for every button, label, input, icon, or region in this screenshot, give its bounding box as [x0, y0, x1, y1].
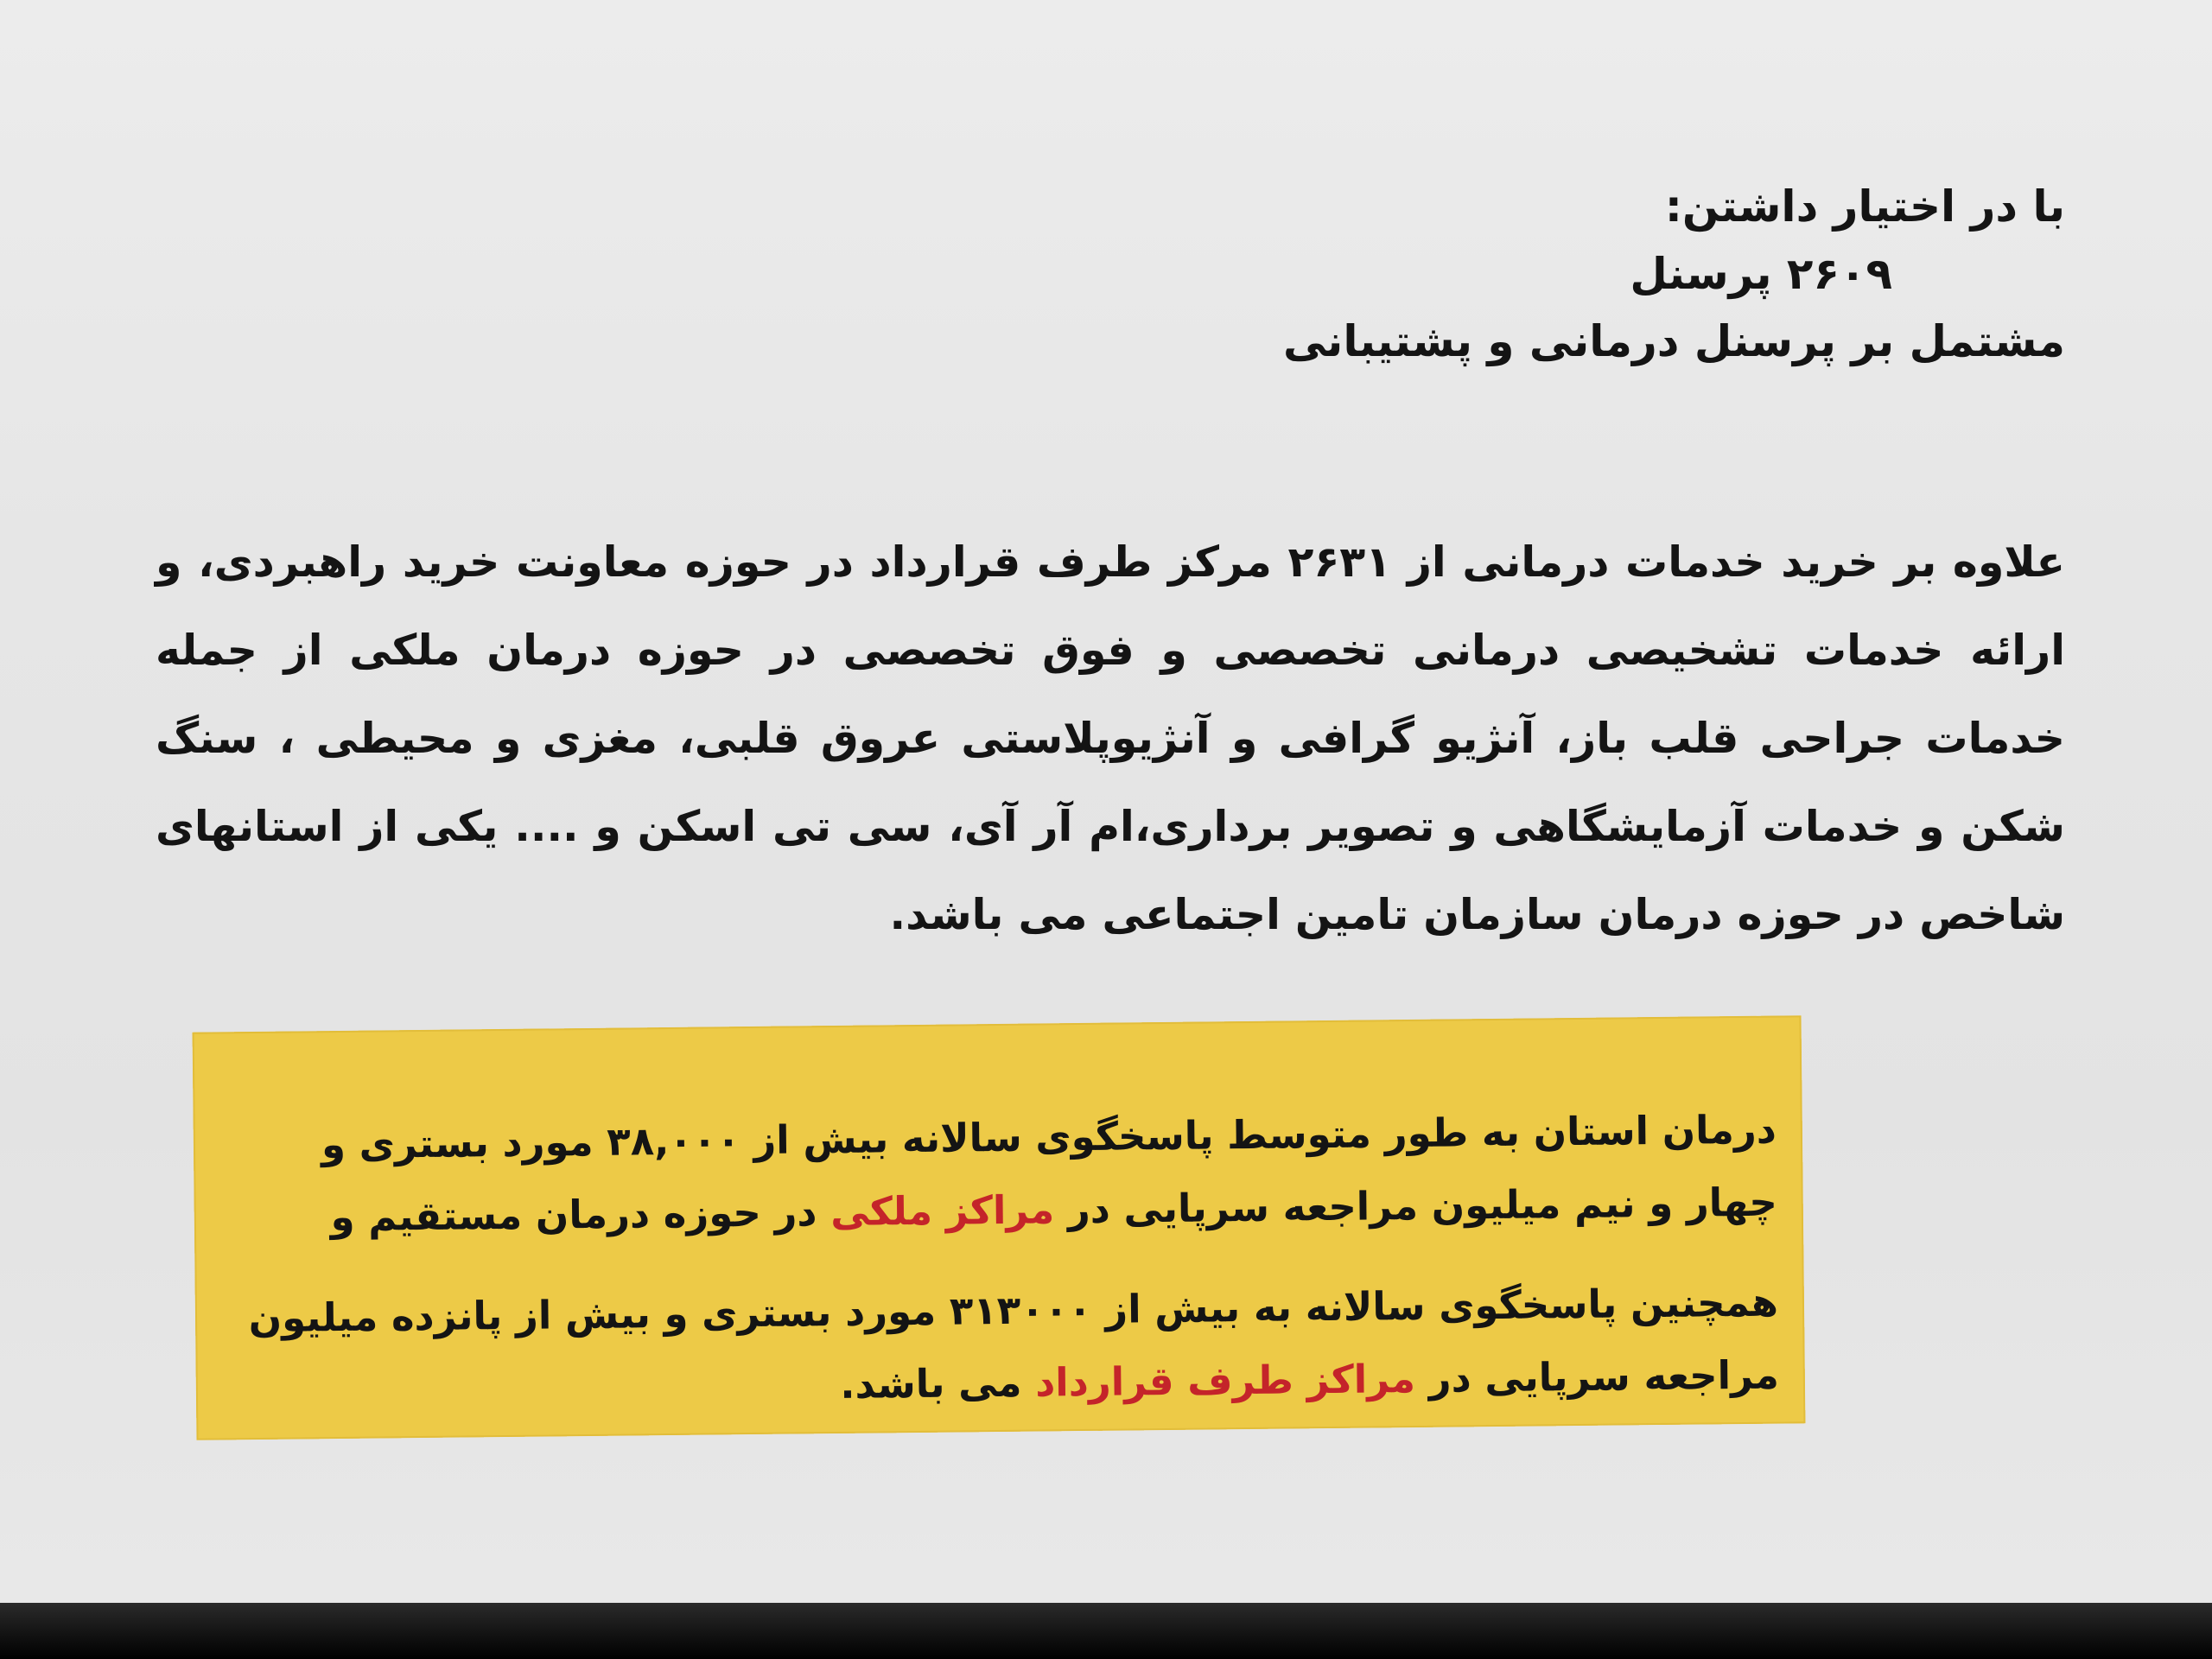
contracted-centers-text-start: همچنین پاسخگوی سالانه به بیش از ۳۱۳۰۰۰ مورد بستری و بیش از پانزده میلیون مراجعه سرپایی در — [248, 1279, 1780, 1402]
personnel-description: مشتمل بر پرسنل درمانی و پشتیبانی — [1282, 316, 2065, 366]
contracted-centers-stat — [223, 1267, 1780, 1428]
intro-heading: با در اختیار داشتن: — [1664, 181, 2065, 232]
owned-centers-emphasis: مراکز ملکی — [830, 1186, 1055, 1236]
statistics-highlight-box — [193, 1015, 1806, 1440]
personnel-count: ۲۶۰۹ پرسنل — [1630, 249, 1892, 299]
owned-centers-stat — [221, 1094, 1778, 1255]
contracted-centers-text-end: می باشد. — [840, 1359, 1036, 1408]
services-paragraph: علاوه بر خرید خدمات درمانی از ۲۶۳۱ مرکز طرف قرارداد در حوزه معاونت خرید راهبردی، و ارائه خدمات تشخیصی درمانی تخصصی و فوق تخصصی در حوزه درمان ملکی از جمله خدمات جراحی قلب باز، آنژیو گرافی و آنژیوپلاستی عروق قلبی، مغزی و محیطی ، سنگ شکن و خدمات آزمایشگاهی و تصویر برداری،ام آر آی، سی تی اسکن و .... یکی از استانهای شاخص در حوزه درمان سازمان تامین اجتماعی می باشد. — [156, 537, 2065, 939]
monitor-bezel — [0, 1603, 2212, 1659]
contracted-centers-emphasis: مراکز طرف قرارداد — [1034, 1355, 1416, 1406]
intro-section — [1201, 173, 2065, 375]
owned-centers-text-end: در حوزه درمان مستقیم و — [330, 1189, 831, 1241]
owned-centers-text-start: درمان استان به طور متوسط پاسخگوی سالانه بیش از ۳۸,۰۰۰ مورد بستری و چهار و نیم میلیون مراجعه سرپایی در — [321, 1106, 1778, 1233]
